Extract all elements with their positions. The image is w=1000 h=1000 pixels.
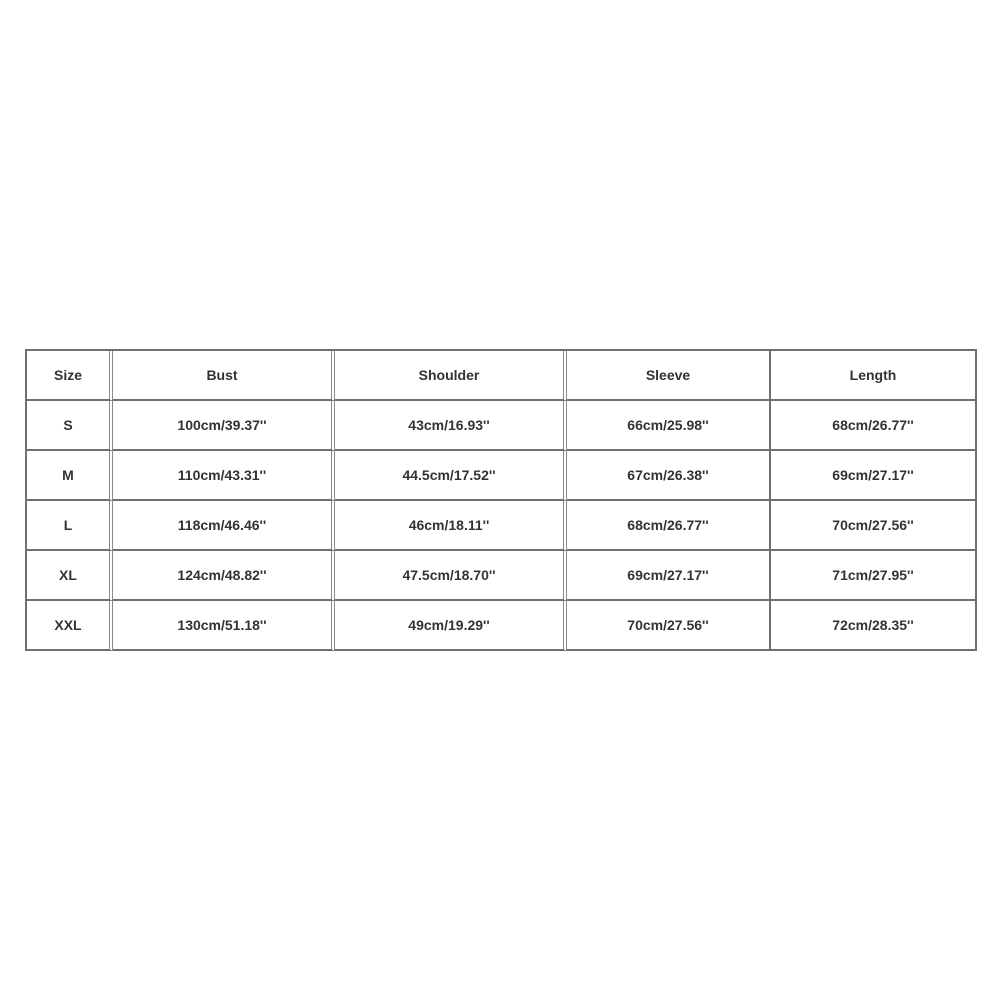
- header-size: Size: [27, 351, 113, 401]
- cell-size: M: [27, 451, 113, 501]
- cell-sleeve: 67cm/26.38'': [567, 451, 771, 501]
- cell-sleeve: 70cm/27.56'': [567, 601, 771, 651]
- cell-size: XXL: [27, 601, 113, 651]
- table-row: [27, 601, 977, 651]
- table-row: [27, 551, 977, 601]
- size-chart-table: [25, 349, 977, 651]
- cell-shoulder: 44.5cm/17.52'': [335, 451, 567, 501]
- cell-shoulder: 47.5cm/18.70'': [335, 551, 567, 601]
- cell-bust: 130cm/51.18'': [113, 601, 335, 651]
- header-bust: Bust: [113, 351, 335, 401]
- cell-sleeve: 66cm/25.98'': [567, 401, 771, 451]
- cell-length: 69cm/27.17'': [771, 451, 977, 501]
- cell-length: 71cm/27.95'': [771, 551, 977, 601]
- cell-bust: 110cm/43.31'': [113, 451, 335, 501]
- cell-shoulder: 49cm/19.29'': [335, 601, 567, 651]
- cell-size: L: [27, 501, 113, 551]
- cell-size: XL: [27, 551, 113, 601]
- table-row: [27, 401, 977, 451]
- cell-bust: 124cm/48.82'': [113, 551, 335, 601]
- cell-size: S: [27, 401, 113, 451]
- table-row: [27, 451, 977, 501]
- cell-shoulder: 43cm/16.93'': [335, 401, 567, 451]
- cell-sleeve: 69cm/27.17'': [567, 551, 771, 601]
- cell-shoulder: 46cm/18.11'': [335, 501, 567, 551]
- cell-length: 70cm/27.56'': [771, 501, 977, 551]
- cell-bust: 118cm/46.46'': [113, 501, 335, 551]
- header-sleeve: Sleeve: [567, 351, 771, 401]
- cell-sleeve: 68cm/26.77'': [567, 501, 771, 551]
- cell-length: 72cm/28.35'': [771, 601, 977, 651]
- table-header-row: [27, 351, 977, 401]
- header-length: Length: [771, 351, 977, 401]
- cell-bust: 100cm/39.37'': [113, 401, 335, 451]
- header-shoulder: Shoulder: [335, 351, 567, 401]
- cell-length: 68cm/26.77'': [771, 401, 977, 451]
- table-row: [27, 501, 977, 551]
